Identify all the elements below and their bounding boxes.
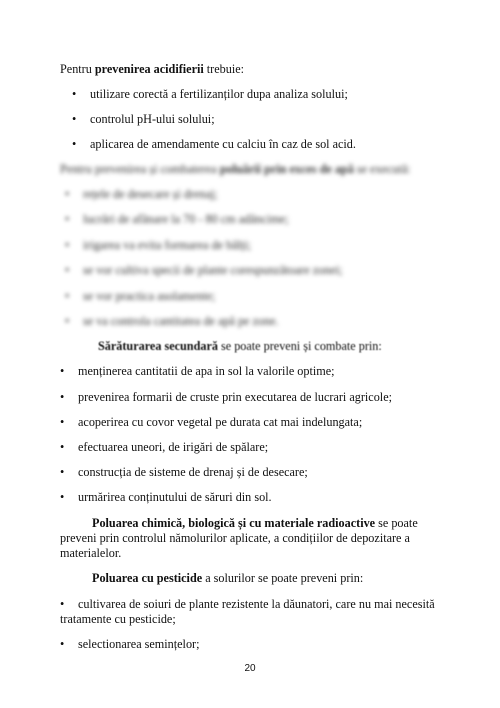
salt-intro: Sărăturarea secundară se poate preveni și combate prin: — [98, 339, 382, 353]
list-item-continuation: tratamente cu pesticide; — [60, 612, 176, 626]
list-item: • selectionarea semințelor; — [78, 637, 199, 652]
list-item: • acoperirea cu covor vegetal pe durata cat mai indelungata; — [78, 415, 362, 430]
chemical-paragraph-line-2: preveni prin controlul nămolurilor aplicate, a condițiilor de depozitare a — [60, 531, 410, 545]
blurred-list-item: • lucrări de afânare la 70 - 80 cm adâncime; — [83, 212, 289, 227]
acid-intro: Pentru prevenirea acidifierii trebuie: — [60, 62, 245, 76]
blurred-list-item: • se va controla cantitatea de apă pe zone. — [83, 314, 279, 329]
blurred-list-item: • se vor cultiva specii de plante corespunzătoare zonei; — [83, 263, 343, 278]
chemical-bold: Poluarea chimică, biologică și cu materiale radioactive — [92, 516, 376, 530]
list-item: • urmărirea conținutului de săruri din sol. — [78, 490, 272, 505]
chemical-paragraph-line-1: Poluarea chimică, biologică și cu materiale radioactive se poate — [92, 516, 418, 530]
blurred-intro: Pentru prevenirea și combaterea poluării prin exces de apă se execută: — [60, 162, 411, 176]
blurred-list-item: • se vor practica asolamente; — [83, 289, 215, 304]
list-item: • construcția de sisteme de drenaj și de desecare; — [78, 465, 308, 480]
list-item: • efectuarea uneori, de irigări de spălare; — [78, 440, 268, 455]
list-item: • aplicarea de amendamente cu calciu în caz de sol acid. — [90, 137, 356, 152]
acid-intro-bold: prevenirea acidifierii — [94, 62, 204, 76]
blurred-list-item: • rețele de desecare și drenaj; — [83, 187, 218, 202]
salt-intro-bold: Sărăturarea secundară — [98, 339, 218, 353]
list-item: • prevenirea formarii de cruste prin executarea de lucrari agricole; — [78, 390, 392, 405]
list-item: • utilizare corectă a fertilizanților dupa analiza solului; — [90, 87, 348, 102]
page-number: 20 — [244, 663, 256, 674]
list-item: • menținerea cantitatii de apa in sol la valorile optime; — [78, 364, 335, 379]
pesticide-intro: Poluarea cu pesticide a solurilor se poate preveni prin: — [92, 571, 364, 585]
chemical-paragraph-line-3: materialelor. — [60, 546, 122, 560]
blurred-list-item: • irigarea va evita formarea de bălți; — [83, 238, 251, 253]
list-item: • controlul pH-ului solului; — [90, 112, 215, 127]
list-item: • cultivarea de soiuri de plante rezistente la dăunatori, care nu mai necesită — [78, 597, 435, 612]
pesticide-bold: Poluarea cu pesticide — [92, 571, 203, 585]
